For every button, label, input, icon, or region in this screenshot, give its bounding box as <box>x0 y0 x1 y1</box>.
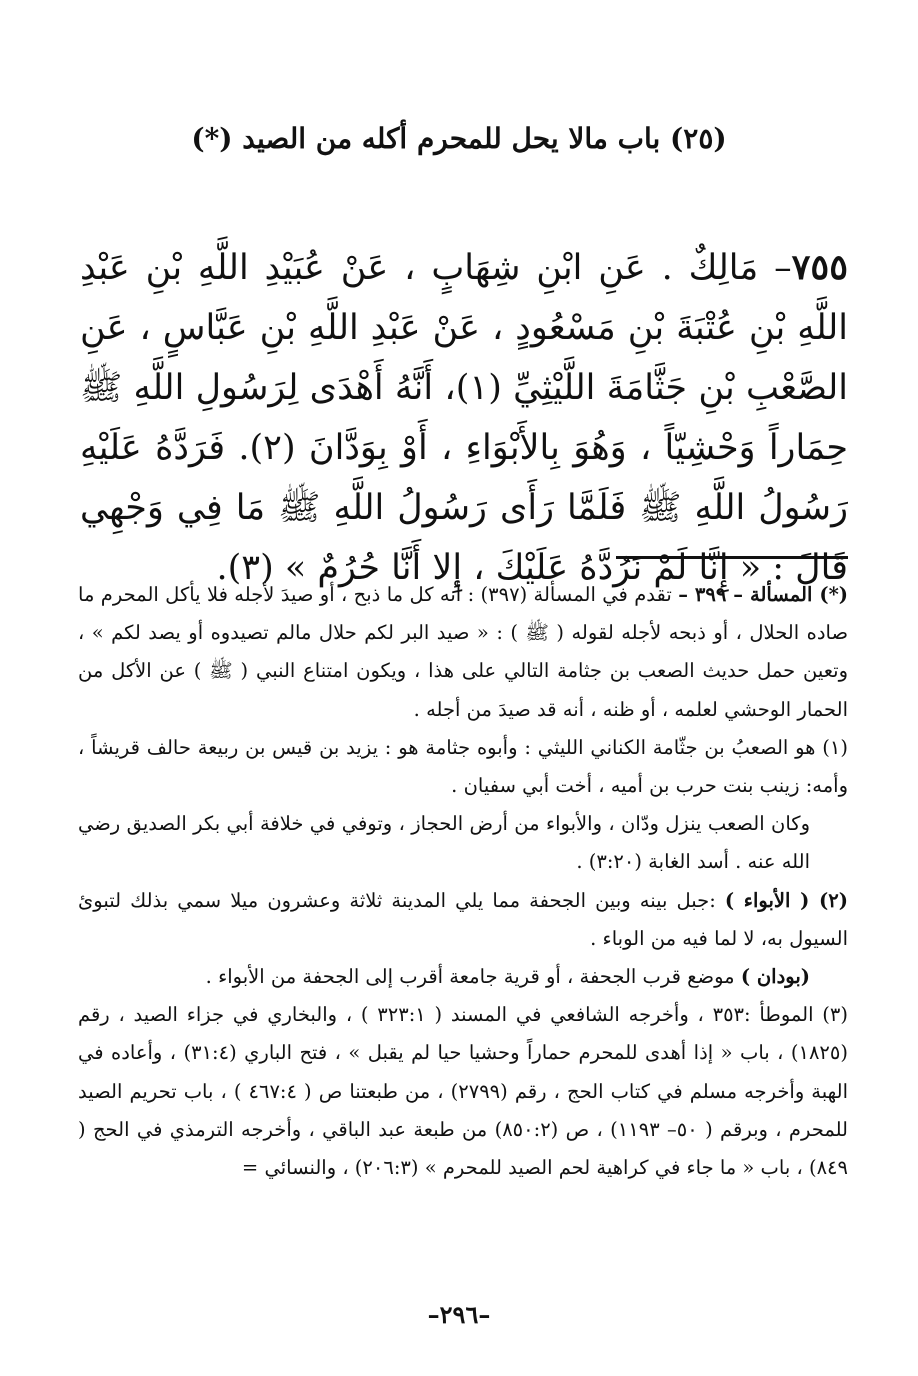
footnotes <box>78 576 848 1187</box>
chapter-heading: (٢٥) باب مالا يحل للمحرم أكله من الصيد (*) <box>191 122 727 155</box>
footnote-lead: (*) المسألة – ٣٩٩ – <box>678 583 848 606</box>
footnote-text: موضع قرب الجحفة ، أو قرية جامعة أقرب إلى الجحفة من الأبواء . <box>205 965 741 989</box>
page-number: –٢٩٦– <box>427 1300 491 1329</box>
footnote-3 <box>78 996 848 1187</box>
footnote-text: تقدم في المسألة (٣٩٧) : أنه كل ما ذبح ، أو صيدَ لأجله فلا يأكل المحرم ما صاده الحلال ، أو ذبحه لأجله لقوله ( ﷺ ) : « صيد البر لكم حلال مالم تصيدوه أو يصد لكم » ، وتعين حمل حديث الصعب بن جثامة التالي على هذا ، ويكون امتناع النبي ( ﷺ ) عن الأكل من الحمار الوحشي لعلمه ، أو ظنه ، أنه قد صيدَ من أجله . <box>78 583 848 721</box>
footnote-text: (٣) الموطأ :٣٥٣ ، وأخرجه الشافعي في المسند ( ٣٢٣:١ ) ، والبخاري في جزاء الصيد ، رقم (١٨٢٥) ، باب « إذا أهدى للمحرم حماراً وحشيا حيا لم يقبل » ، فتح الباري (٣١:٤) ، وأعاده في الهبة وأخرجه مسلم في كتاب الحج ، رقم (٢٧٩٩) ، من طبعتنا ص ( ٤٦٧:٤ ) ، باب تحريم الصيد للمحرم ، وبرقم ( ٥٠– ١١٩٣) ، ص (٨٥٠:٢) من طبعة عبد الباقي ، وأخرجه الترمذي في الحج ( ٨٤٩) ، باب « ما جاء في كراهية لحم الصيد للمحرم » (٢٠٦:٣) ، والنسائي = <box>78 1003 849 1180</box>
footnote-main <box>78 576 848 729</box>
footnote-1 <box>78 729 848 805</box>
hadith-number: ٧٥٥ <box>791 247 848 288</box>
footnote-text: :جبل بينه وبين الجحفة مما يلي المدينة ثلاثة وعشرون ميلا سمي بذلك لتبوئ السيول به، لا لما فيه من الوباء . <box>78 888 848 950</box>
hadith-body: – مَالِكٌ . عَنِ ابْنِ شِهَابٍ ، عَنْ عُبَيْدِ اللَّهِ بْنِ عَبْدِ اللَّهِ بْنِ عُتْبَةَ بْنِ مَسْعُودٍ ، عَنْ عَبْدِ اللَّهِ بْنِ عَبَّاسٍ ، عَنِ الصَّعْبِ بْنِ جَثَّامَةَ اللَّيْثِيِّ (١)، أَنَّهُ أَهْدَى لِرَسُولِ اللَّهِ ﷺ حِمَاراً وَحْشِيّاً ، وَهُوَ بِالأَبْوَاءِ ، أَوْ بِوَدَّانَ (٢). فَرَدَّهُ عَلَيْهِ رَسُولُ اللَّهِ ﷺ فَلَمَّا رَأَى رَسُولُ اللَّهِ ﷺ مَا فِي وَجْهِي قَالَ : « إِنَّا لَمْ نَرُدَّهُ عَلَيْكَ ، إِلا أَنَّا حُرُمٌ » (٣). <box>80 248 848 588</box>
hadith-text <box>80 238 848 598</box>
footnote-text: وكان الصعب ينزل ودّان ، والأبواء من أرض الحجاز ، وتوفي في خلافة أبي بكر الصديق رضي الله عنه . أسد الغابة (٣:٢٠) . <box>78 812 810 874</box>
footnote-2 <box>78 882 848 958</box>
footnote-lead: (٢) ( الأبواء ) <box>724 888 848 912</box>
footnote-divider <box>616 556 848 559</box>
footnote-text: (١) هو الصعبُ بن جثّامة الكناني الليثي : وأبوه جثامة هو : يزيد بن قيس بن ربيعة حالف قريشاً ، وأمه: زينب بنت حرب بن أميه ، أخت أبي سفيان . <box>78 735 848 798</box>
footnote-lead: (بودان ) <box>740 965 810 989</box>
footnote-2-continued <box>78 958 848 996</box>
footnote-1-continued <box>78 805 848 881</box>
